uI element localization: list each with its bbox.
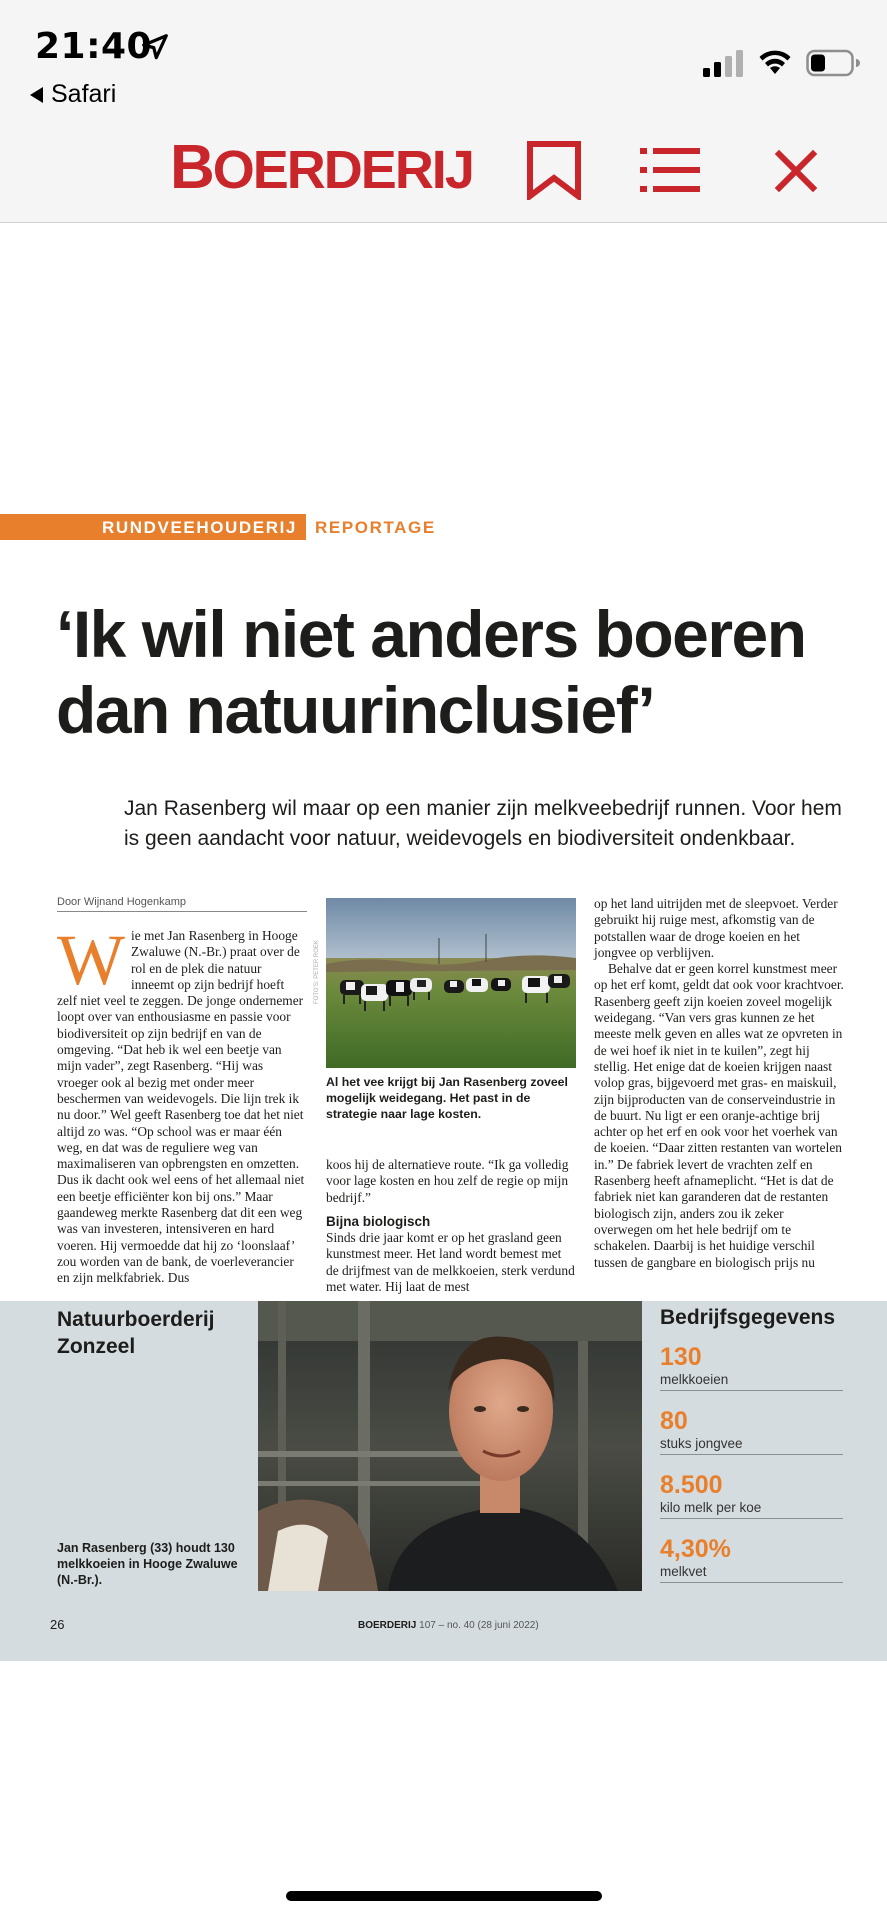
- farmer-portrait-photo: [258, 1301, 642, 1591]
- back-to-safari-link[interactable]: [30, 80, 116, 109]
- back-app-label: Safari: [51, 80, 117, 108]
- publication-footer: [358, 1620, 539, 1631]
- list-icon[interactable]: [640, 140, 700, 200]
- boerderij-logo: BOERDERIJ: [170, 133, 473, 202]
- byline: Door Wijnand Hogenkamp: [57, 896, 307, 912]
- fact-label: melkvet: [660, 1564, 707, 1579]
- location-arrow-icon: [140, 32, 170, 62]
- back-triangle-icon: [30, 87, 43, 103]
- subsection-label: REPORTAGE: [315, 518, 436, 537]
- publication-name: BOERDERIJ: [358, 1620, 417, 1631]
- status-bar: [0, 0, 887, 120]
- article-column-2: [326, 1157, 576, 1295]
- wifi-icon: [758, 48, 792, 76]
- column-2-text: koos hij de alternatieve route. “Ik ga volledig voor lage kosten en hou zelf de regie op mijn bedrijf.”: [326, 1157, 569, 1205]
- farm-name: Natuurboerderij Zonzeel: [57, 1308, 215, 1358]
- fact-label: melkkoeien: [660, 1372, 729, 1387]
- cows-in-pasture-photo: [326, 898, 576, 1068]
- fact-label: stuks jongvee: [660, 1436, 743, 1451]
- bookmark-icon[interactable]: [524, 140, 584, 200]
- home-indicator[interactable]: [286, 1891, 602, 1901]
- fact-value: 4,30%: [660, 1535, 731, 1563]
- app-header: [0, 120, 887, 223]
- column-3-text-2: Behalve dat er geen korrel kunstmest meer op het erf komt, geldt dat ook voor krachtvoer. Rasenberg geeft zijn koeien zoveel mogelijk weidegang. “Van vers gras kunnen ze het meeste melk geven en alles wat ze opvreten in de wei hoef ik niet in te kuilen”, zegt hij stellig. Het enige dat de koeien krijgen naast volop gras, bijgevoerd met gras- en maiskuil, zijn bijproducten van de conserveindustrie in de buurt. Nu ligt er een oranje-achtige brij achter op het erf en ook voor het voerhek van de koeien. “Daar zitten restanten van wortelen in.” De fabriek levert de vrachten zelf en Rasenberg heeft afnameplicht. “Het is dat de fabriek niet kan garanderen dat de restanten biologisch zijn, anders zou ik zeker overwegen om het hele bedrijf om te schakelen. Daarbij is het huidige verschil tussen de gangbare en biologisch prijs nu: [594, 961, 844, 1270]
- battery-icon: [806, 49, 860, 77]
- fact-value: 80: [660, 1407, 688, 1435]
- issue-info: 107 – no. 40 (28 juni 2022): [419, 1620, 539, 1631]
- article-intro: Jan Rasenberg wil maar op een manier zijn melkveebedrijf runnen. Voor hem is geen aandacht voor natuur, weidevogels en biodiversiteit ondenkbaar.: [124, 797, 842, 850]
- article-column-3: [594, 896, 844, 1271]
- fact-value: 130: [660, 1343, 702, 1371]
- cellular-signal-icon: [703, 50, 745, 78]
- article-column-1: [57, 920, 307, 1287]
- fact-milk-per-cow: [660, 1470, 843, 1519]
- photo-credit: FOTO’S: PETER ROEK: [314, 940, 320, 1004]
- close-icon[interactable]: [767, 140, 827, 200]
- portrait-caption: Jan Rasenberg (33) houdt 130 melkkoeien in Hooge Zwaluwe (N.-Br.).: [57, 1541, 238, 1587]
- company-facts-title: Bedrijfsgegevens: [660, 1306, 836, 1329]
- cows-photo-caption: Al het vee krijgt bij Jan Rasenberg zoveel mogelijk weidegang. Het past in de strategie naar lage kosten.: [326, 1075, 568, 1121]
- column-2-text-2: Sinds drie jaar komt er op het grasland geen kunstmest meer. Het land wordt bemest met de drijfmest van de melkkoeien, sterk verdund met water. Hij laat de mest: [326, 1230, 575, 1295]
- fact-value: 8.500: [660, 1471, 723, 1499]
- column-3-text: op het land uitrijden met de sleepvoet. Verder gebruikt hij ruige mest, afkomstig van de potstallen waar de droge koeien en het jongvee op verblijven.: [594, 896, 838, 960]
- column-1-text: ie met Jan Rasenberg in Hooge Zwaluwe (N.-Br.) praat over de rol en de plek die natuur inneemt op zijn bedrijf hoeft zelf niet veel te zeggen. De jonge ondernemer loopt over van enthousiasme en passie voor biodiversiteit op zijn bedrijf en van de omgeving. “Dat heb ik wel een beetje van mijn vader”, zegt Rasenberg. “Hij was vroeger ook al bezig met onder meer beschermen van weidevogels. Die lijn trek ik nu door.” Wel geeft Rasenberg toe dat het niet altijd zo was. “Op school was er maar één weg, en dat was de reguliere weg van maximaliseren van opbrengsten en omzetten. Dus ik dacht ook wel eens of het allemaal niet een beetje efficiënter kon bij ons.” Maar gaandeweg merkte Rasenberg dat dit een weg was van investeren, intensiveren en hard voeren. Hij vermoedde dat hij zo ‘loonslaaf’ zou worden van de bank, de voerleverancier en zijn melkfabriek. Dus: [57, 928, 305, 1286]
- status-time: 21:40: [35, 26, 153, 67]
- subheading-bijna-biologisch: Bijna biologisch: [326, 1213, 431, 1229]
- fact-milk-cows: [660, 1342, 843, 1391]
- dropcap: W: [57, 920, 125, 1000]
- fact-label: kilo melk per koe: [660, 1500, 762, 1515]
- section-label: RUNDVEEHOUDERIJ: [102, 518, 297, 537]
- fact-milk-fat: [660, 1534, 843, 1583]
- page-number: 26: [50, 1617, 65, 1632]
- fact-young-cattle: [660, 1406, 843, 1455]
- article-headline: ‘Ik wil niet anders boeren dan natuurinclusief’: [56, 597, 806, 747]
